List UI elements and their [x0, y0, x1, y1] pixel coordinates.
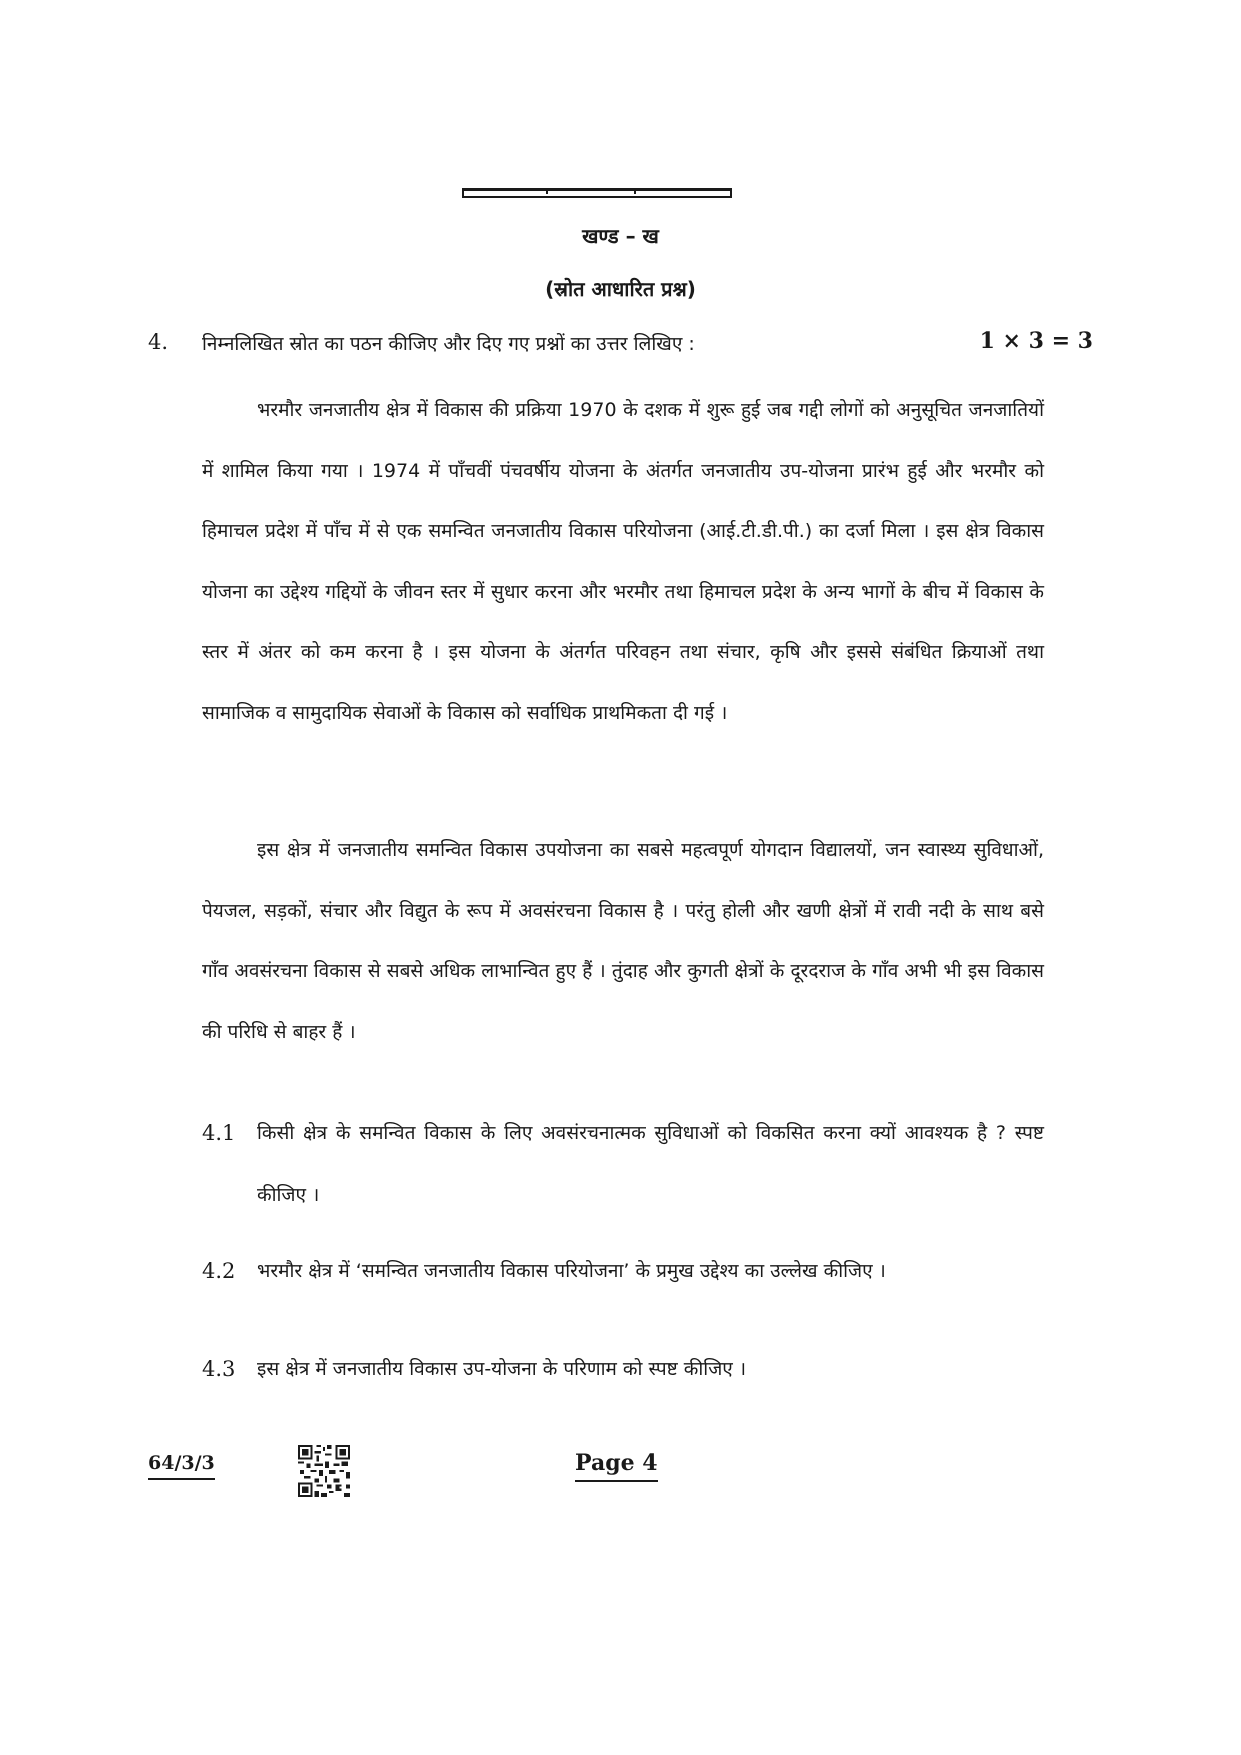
sub-question-number: 4.3: [202, 1357, 236, 1381]
question-marks: 1 × 3 = 3: [979, 328, 1093, 354]
sub-question-text: भरमौर क्षेत्र में ‘समन्वित जनजातीय विकास परियोजना’ के प्रमुख उद्देश्य का उल्लेख कीजिए ।: [257, 1260, 886, 1282]
sub-question-4-3: [202, 1338, 1044, 1400]
sub-question-4-1: [202, 1102, 1044, 1226]
divider-tick: [546, 188, 548, 194]
source-passage-1: भरमौर जनजातीय क्षेत्र में विकास की प्रक्रिया 1970 के दशक में शुरू हुई जब गद्दी लोगों को अनुसूचित जनजातियों में शामिल किया गया । 1974 में पाँचवीं पंचवर्षीय योजना के अंतर्गत जनजातीय उप-योजना प्रारंभ हुई और भरमौर को हिमाचल प्रदेश में पाँच में से एक समन्वित जनजातीय विकास परियोजना (आई.टी.डी.पी.) का दर्जा मिला । इस क्षेत्र विकास योजना का उद्देश्य गद्दियों के जीवन स्तर में सुधार करना और भरमौर तथा हिमाचल प्रदेश के अन्य भागों के बीच में विकास के स्तर में अंतर को कम करना है । इस योजना के अंतर्गत परिवहन तथा संचार, कृषि और इससे संबंधित क्रियाओं तथा सामाजिक व सामुदायिक सेवाओं के विकास को सर्वाधिक प्राथमिकता दी गई ।: [202, 399, 1044, 724]
qr-code-icon: [298, 1445, 350, 1497]
question-instruction: निम्नलिखित स्रोत का पठन कीजिए और दिए गए प्रश्नों का उत्तर लिखिए :: [202, 333, 695, 355]
sub-question-text: इस क्षेत्र में जनजातीय विकास उप-योजना के परिणाम को स्पष्ट कीजिए ।: [257, 1358, 747, 1380]
source-passage-2: इस क्षेत्र में जनजातीय समन्वित विकास उपयोजना का सबसे महत्वपूर्ण योगदान विद्यालयों, जन स्वास्थ्य सुविधाओं, पेयजल, सड़कों, संचार और विद्युत के रूप में अवसंरचना विकास है । परंतु होली और खणी क्षेत्रों में रावी नदी के साथ बसे गाँव अवसंरचना विकास से सबसे अधिक लाभान्वित हुए हैं । तुंदाह और कुगती क्षेत्रों के दूरदराज के गाँव अभी भी इस विकास की परिधि से बाहर हैं ।: [202, 839, 1044, 1043]
sub-question-number: 4.2: [202, 1259, 236, 1283]
sub-question-4-2: [202, 1240, 1044, 1302]
section-title: खण्ड – ख: [582, 224, 659, 248]
paper-code: 64/3/3: [148, 1452, 215, 1480]
top-divider-bar: [462, 188, 732, 198]
sub-question-number: 4.1: [202, 1121, 236, 1145]
page-number: Page 4: [575, 1450, 658, 1482]
divider-tick: [634, 188, 636, 194]
sub-question-text: किसी क्षेत्र के समन्वित विकास के लिए अवसंरचनात्मक सुविधाओं को विकसित करना क्यों आवश्यक है ? स्पष्ट कीजिए ।: [257, 1122, 1044, 1206]
question-number: 4.: [148, 330, 169, 354]
section-subtitle: (स्रोत आधारित प्रश्न): [545, 277, 696, 301]
